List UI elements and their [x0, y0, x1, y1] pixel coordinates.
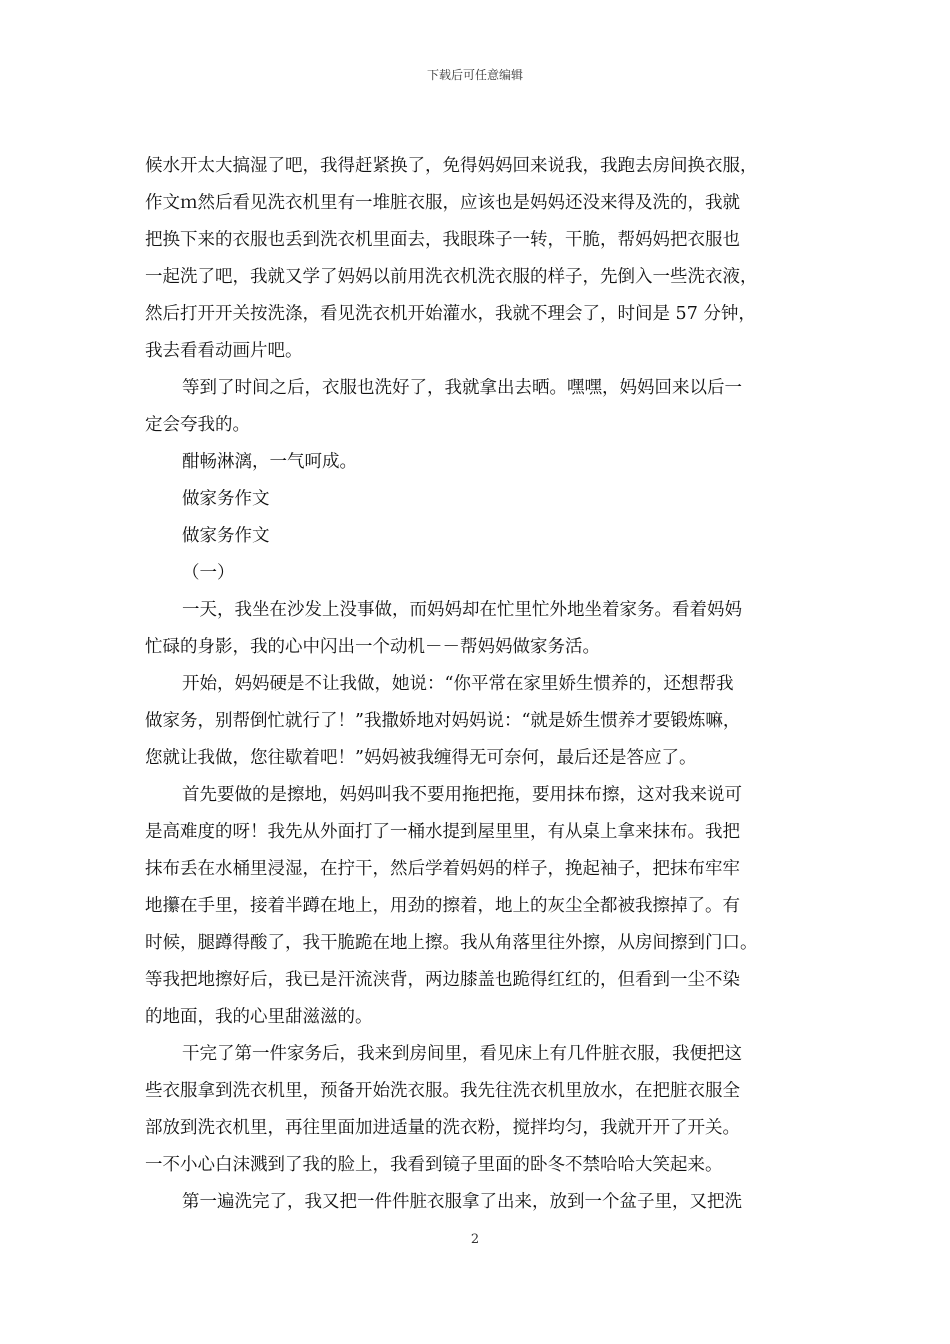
text-line: 第一遍洗完了，我又把一件件脏衣服拿了出来，放到一个盆子里，又把洗 [182, 1192, 742, 1212]
text-line: 忙碌的身影，我的心中闪出一个动机－－帮妈妈做家务活。 [145, 637, 600, 657]
text-line: 首先要做的是擦地，妈妈叫我不要用拖把拖，要用抹布擦，这对我来说可 [182, 785, 742, 805]
text-line: 是高难度的呀！我先从外面打了一桶水提到屋里里，有从桌上拿来抹布。我把 [145, 822, 740, 842]
text-line: 干完了第一件家务后，我来到房间里，看见床上有几件脏衣服，我便把这 [182, 1044, 742, 1064]
text-line: 地攥在手里，接着半蹲在地上，用劲的擦着，地上的灰尘全都被我擦掉了。有 [145, 896, 740, 916]
document-body [145, 148, 810, 1221]
text-line: 做家务，别帮倒忙就行了！”我撒娇地对妈妈说：“就是娇生惯养才要锻炼嘛， [145, 711, 741, 731]
text-line: （一） [182, 563, 235, 583]
text-line: 抹布丢在水桶里浸湿，在拧干，然后学着妈妈的样子，挽起袖子，把抹布牢牢 [145, 859, 740, 879]
text-line: 一天，我坐在沙发上没事做，而妈妈却在忙里忙外地坐着家务。看着妈妈 [182, 600, 742, 620]
text-line: 部放到洗衣机里，再往里面加进适量的洗衣粉，搅拌均匀，我就开开了开关。 [145, 1118, 740, 1138]
text-line: 定会夸我的。 [145, 415, 250, 435]
text-line: 然后打开开关按洗涤，看见洗衣机开始灌水，我就不理会了，时间是 57 分钟， [145, 304, 756, 324]
text-line: 把换下来的衣服也丢到洗衣机里面去，我眼珠子一转，干脆，帮妈妈把衣服也 [145, 230, 740, 250]
text-line: 做家务作文 [182, 489, 270, 509]
page-header: 下载后可任意编辑 [426, 68, 523, 82]
text-line: 的地面，我的心里甜滋滋的。 [145, 1007, 373, 1027]
text-line: 开始，妈妈硬是不让我做，她说：“你平常在家里娇生惯养的，还想帮我 [182, 674, 734, 694]
text-line: 等到了时间之后，衣服也洗好了，我就拿出去晒。嘿嘿，妈妈回来以后一 [182, 378, 742, 398]
text-line: 些衣服拿到洗衣机里，预备开始洗衣服。我先往洗衣机里放水，在把脏衣服全 [145, 1081, 740, 1101]
text-line: 作文ｍ然后看见洗衣机里有一堆脏衣服，应该也是妈妈还没来得及洗的，我就 [145, 193, 740, 213]
text-line: 酣畅淋漓，一气呵成。 [182, 452, 357, 472]
text-line: 一起洗了吧，我就又学了妈妈以前用洗衣机洗衣服的样子，先倒入一些洗衣液， [145, 267, 758, 287]
text-line: 我去看看动画片吧。 [145, 341, 303, 361]
text-line: 做家务作文 [182, 526, 270, 546]
text-line: 候水开太大搞湿了吧，我得赶紧换了，免得妈妈回来说我，我跑去房间换衣服， [145, 156, 758, 176]
text-line: 时候，腿蹲得酸了，我干脆跪在地上擦。我从角落里往外擦，从房间擦到门口。 [145, 933, 758, 953]
text-line: 您就让我做，您往歇着吧！”妈妈被我缠得无可奈何，最后还是答应了。 [145, 748, 697, 768]
page-number: 2 [470, 1232, 480, 1247]
text-line: 等我把地擦好后，我已是汗流浃背，两边膝盖也跪得红红的，但看到一尘不染 [145, 970, 740, 990]
text-line: 一不小心白沫溅到了我的脸上，我看到镜子里面的卧冬不禁哈哈大笑起来。 [145, 1155, 723, 1175]
